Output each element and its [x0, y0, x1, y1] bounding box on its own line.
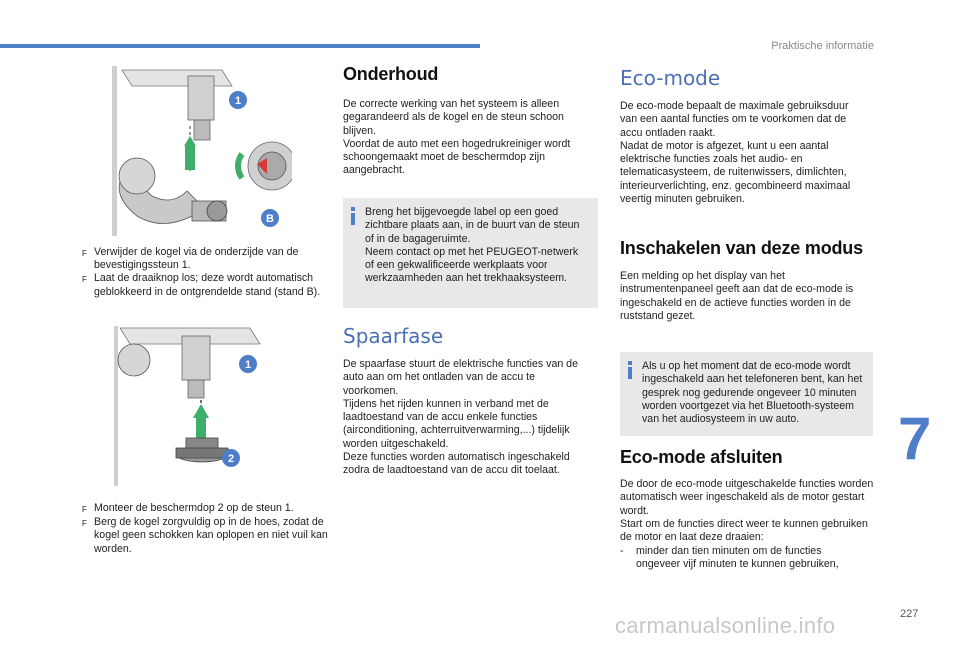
info-icon — [350, 207, 356, 225]
section-title: Praktische informatie — [771, 40, 874, 52]
eco-mode-body: De eco-mode bepaalt de maximale gebruiksduur van een aantal functies om te voorkomen dat de accu ontladen raakt. Nadat de motor is afgezet, kunt u een aantal elektrische functies zoals het audio- en telematicasysteem, de ruitenwissers, dimlichten, interieurverlichting, enz. gecombineerd maximaal veertig minuten gebruiken. — [620, 100, 851, 206]
info-icon — [627, 361, 633, 379]
list-text: minder dan tien minuten om de functies ongeveer vijf minuten te kunnen gebruiken, — [636, 545, 839, 571]
heading-spaarfase: Spaarfase — [343, 324, 444, 348]
heading-eco-mode: Eco-mode — [620, 66, 721, 90]
dash-marker: - — [620, 545, 624, 557]
list-item — [82, 502, 332, 516]
afsluiten-list — [620, 545, 860, 572]
list-item — [620, 545, 860, 572]
bullet-marker: F — [82, 505, 87, 514]
page-number: 227 — [900, 608, 919, 620]
info-box-label — [343, 198, 598, 308]
bullet-marker: F — [82, 275, 87, 285]
instruction-text: Laat de draaiknop los; deze wordt automatisch geblokkeerd in de ontgrendelde stand (stand B). — [94, 272, 321, 298]
instruction-text: Monteer de beschermdop 2 op de steun 1. — [94, 502, 294, 514]
list-item — [82, 516, 332, 556]
list-item — [82, 246, 332, 272]
heading-inschakelen: Inschakelen van deze modus — [620, 238, 863, 258]
instructions-storage — [82, 502, 332, 556]
figure-protective-cap — [100, 326, 280, 486]
callout-2: 2 — [227, 453, 235, 465]
bullet-marker: F — [82, 519, 87, 529]
onderhoud-body: De correcte werking van het systeem is alleen gegarandeerd als de kogel en de steun schoon blijven. Voordat de auto met een hogedrukreiniger wordt schoongemaakt moet de beschermdop zijn aangebracht. — [343, 98, 571, 177]
heading-onderhoud: Onderhoud — [343, 64, 439, 84]
callout-1: 1 — [234, 95, 242, 107]
inschakelen-body: Een melding op het display van het instrumentenpaneel geeft aan dat de eco-mode is ingeschakeld en de actieve functies worden in de ruststand gezet. — [620, 270, 854, 322]
spaarfase-body: De spaarfase stuurt de elektrische functies van de auto aan om het ontladen van de accu te voorkomen. Tijdens het rijden kunnen in verband met de laadtoestand van de accu enkele functies (airconditioning, achterruitverwarming,...) tijdelijk worden uitgeschakeld. Deze functies worden automatisch ingeschakeld zodra de laadtoestand van de accu dit toelaat. — [343, 358, 578, 477]
chapter-number: 7 — [898, 405, 932, 472]
header-bar — [0, 44, 480, 48]
list-item — [82, 272, 332, 298]
figure-towbar-removal — [92, 66, 292, 236]
instructions-removal — [82, 246, 332, 299]
callout-1: 1 — [244, 359, 252, 371]
instruction-text: Berg de kogel zorgvuldig op in de hoes, zodat de kogel geen schokken kan oplopen en niet vuil kan worden. — [94, 516, 328, 555]
info-text: Breng het bijgevoegde label op een goed zichtbare plaats aan, in de buurt van de steun of in de bagageruimte. Neem contact op met het PEUGEOT-netwerk of een gekwalificeerde werkplaats voor werkzaamheden aan het trekhaaksysteem. — [365, 206, 580, 285]
heading-afsluiten: Eco-mode afsluiten — [620, 447, 783, 467]
info-text: Als u op het moment dat de eco-mode wordt ingeschakeld aan het telefoneren bent, kan het gesprek nog gedurende ongeveer 10 minuten worden voortgezet via het Bluetooth-systeem van het audiosysteem in uw auto. — [642, 360, 863, 426]
afsluiten-body: De door de eco-mode uitgeschakelde functies worden automatisch weer ingeschakeld als de motor gestart wordt. Start om de functies direct weer te kunnen gebruiken de motor en laat deze draaien: — [620, 478, 874, 544]
instruction-text: Verwijder de kogel via de onderzijde van de bevestigingssteun 1. — [94, 246, 299, 272]
callout-b: B — [266, 213, 274, 225]
watermark: carmanualsonline.info — [615, 613, 836, 638]
info-box-phone — [620, 352, 873, 436]
bullet-marker: F — [82, 249, 87, 258]
